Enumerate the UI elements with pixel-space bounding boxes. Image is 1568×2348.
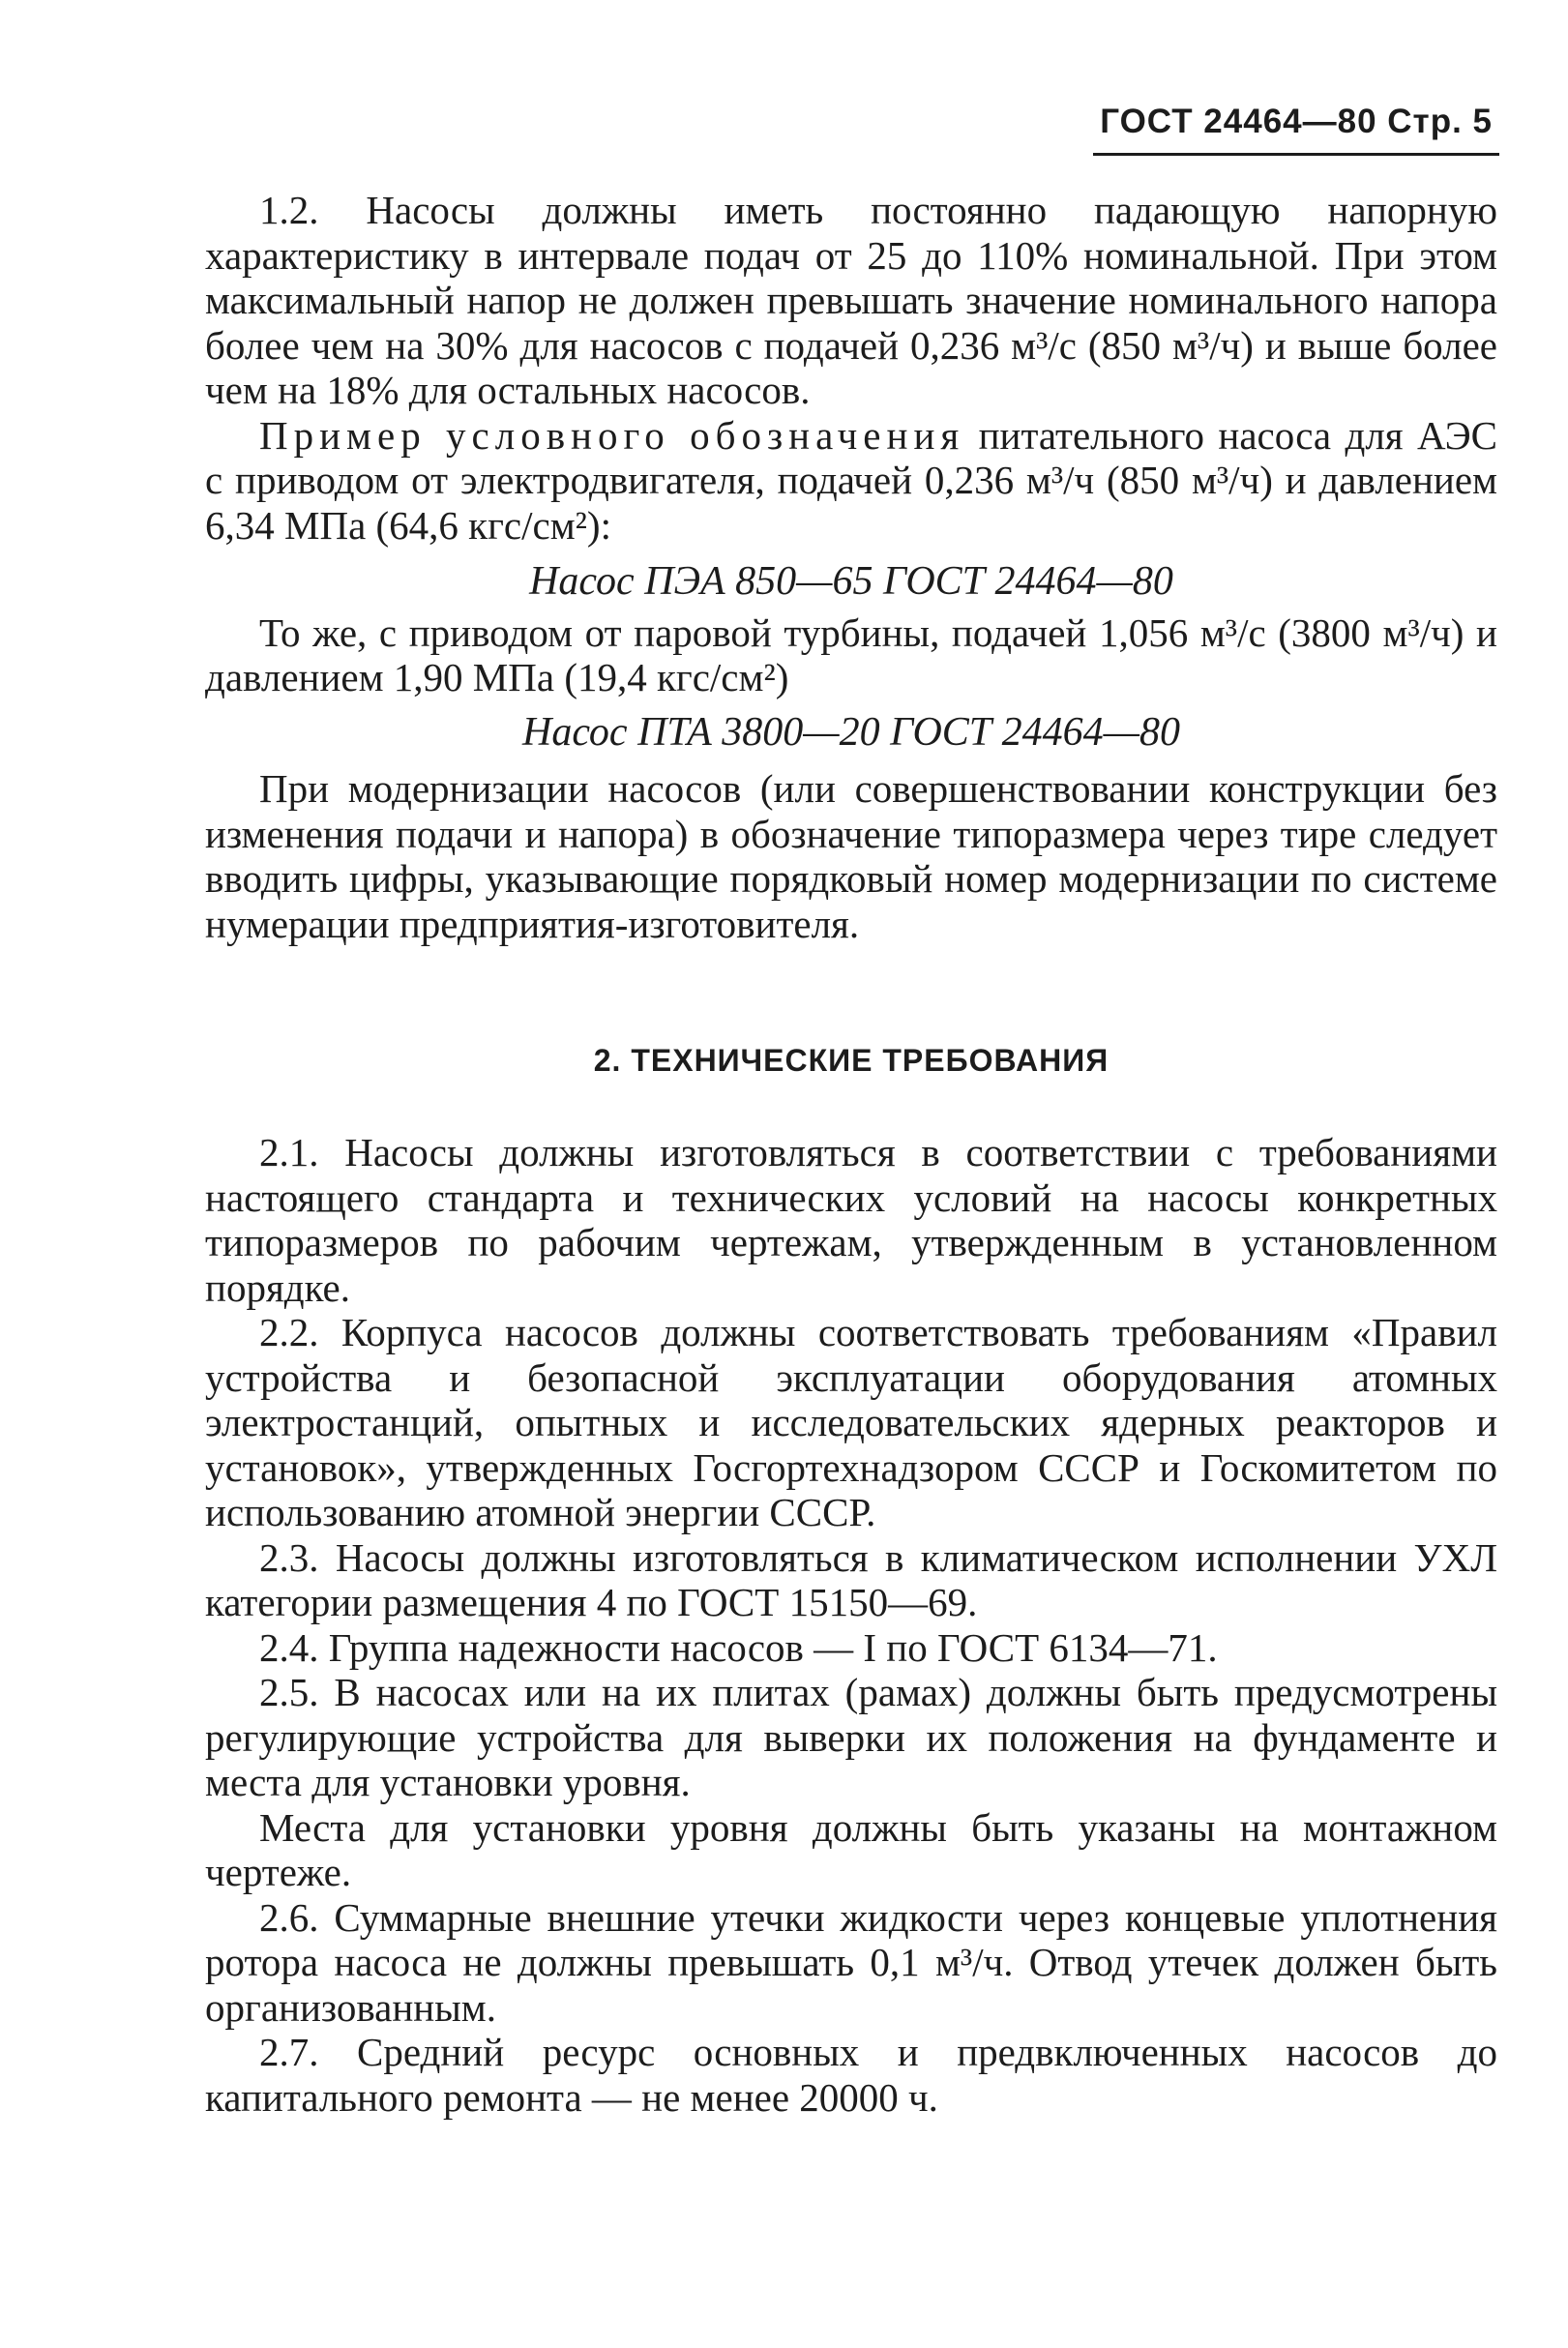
- designation-example-1: Насос ПЭА 850—65 ГОСТ 24464—80: [529, 559, 1173, 604]
- paragraph-example: [205, 413, 1497, 549]
- example-spaced-label: Пример условного обозначения: [259, 412, 965, 458]
- example-text: питательного насоса для АЭС с приводом от электродвигателя, подачей 0,236 м³/ч (850 м³/ч) и давлением 6,34 МПа (64,6 кгс/см²):: [205, 412, 1497, 548]
- paragraph-same: То же, с приводом от паровой турбины, подачей 1,056 м³/с (3800 м³/ч) и давлением 1,90 МПа (19,4 кгс/см²): [205, 609, 1497, 699]
- section-title: 2. ТЕХНИЧЕСКИЕ ТРЕБОВАНИЯ: [593, 1043, 1109, 1078]
- paragraph-1-2: 1.2. Насосы должны иметь постоянно падающую напорную характеристику в интервале подач от 25 до 110% номинальной. При этом максимальный напор не должен превышать значение номинального напора более чем на 30% для насосов с подачей 0,236 м³/с (850 м³/ч) и выше более чем на 18% для остальных насосов.: [205, 188, 1497, 412]
- paragraph-2-6: 2.6. Суммарные внешние утечки жидкости через концевые уплотнения ротора насоса не должны превышать 0,1 м³/ч. Отвод утечек должен быть организованным.: [205, 1894, 1497, 2030]
- paragraph-2-4: 2.4. Группа надежности насосов — I по ГОСТ 6134—71.: [259, 1624, 1218, 1670]
- page-content: [205, 188, 1497, 2120]
- paragraph-2-5b: Места для установки уровня должны быть указаны на монтажном чертеже.: [205, 1804, 1497, 1894]
- page-header: ГОСТ 24464—80 Стр. 5: [1100, 103, 1493, 140]
- paragraph-2-3: 2.3. Насосы должны изготовляться в климатическом исполнении УХЛ категории размещения 4 по ГОСТ 15150—69.: [205, 1534, 1497, 1624]
- designation-example-2: Насос ПТА 3800—20 ГОСТ 24464—80: [522, 709, 1180, 755]
- paragraph-2-7: 2.7. Средний ресурс основных и предвключенных насосов до капитального ремонта — не менее 20000 ч.: [205, 2030, 1497, 2120]
- paragraph-2-1: 2.1. Насосы должны изготовляться в соответствии с требованиями настоящего стандарта и технических условий на насосы конкретных типоразмеров по рабочим чертежам, утвержденным в установленном порядке.: [205, 1130, 1497, 1310]
- paragraph-2-5: 2.5. В насосах или на их плитах (рамах) должны быть предусмотрены регулирующие устройства для выверки их положения на фундаменте и места для установки уровня.: [205, 1670, 1497, 1804]
- paragraph-2-2: 2.2. Корпуса насосов должны соответствовать требованиям «Правил устройства и безопасной эксплуатации оборудования атомных электростанций, опытных и исследовательских ядерных реакторов и установок», утвержденных Госгортехнадзором СССР и Госкомитетом по использованию атомной энергии СССР.: [205, 1310, 1497, 1534]
- paragraph-modernization: При модернизации насосов (или совершенствовании конструкции без изменения подачи и напора) в обозначение типоразмера через тире следует вводить цифры, указывающие порядковый номер модернизации по системе нумерации предприятия-изготовителя.: [205, 766, 1497, 946]
- header-rule: [1093, 153, 1499, 156]
